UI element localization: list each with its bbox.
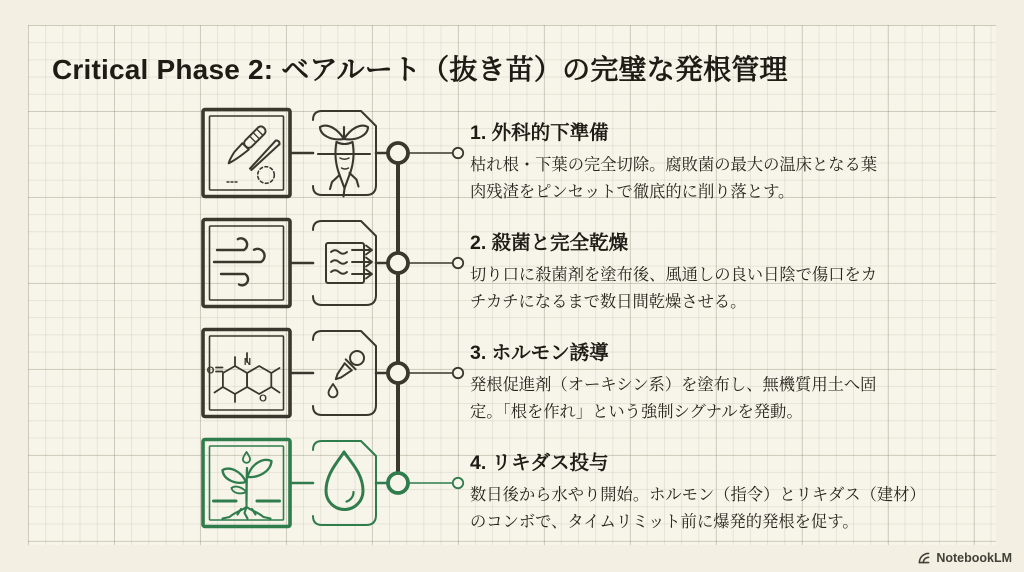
step-1-icon-box-inner-border (210, 116, 284, 190)
step-2-end-dot (453, 258, 463, 268)
molecule-label-o-left: O (206, 365, 215, 377)
bareroot-carrot-icon (318, 126, 370, 197)
dropper-icon (329, 348, 367, 397)
drying-vent-icon (326, 243, 372, 283)
step-3-bracket-frame (313, 331, 376, 415)
step-4-heading: 4. リキダス投与 (470, 452, 609, 474)
step-1-body-line-2: 肉残渣をピンセットで徹底的に削り落とす。 (470, 182, 795, 201)
step-3-heading: 3. ホルモン誘導 (470, 342, 609, 364)
water-drop-icon (326, 452, 363, 510)
molecule-label-n: N (243, 357, 252, 368)
step-2-heading: 2. 殺菌と完全乾燥 (470, 232, 629, 254)
step-3-text-block (470, 337, 960, 425)
step-2-timeline-node (388, 253, 408, 273)
molecule-label-o-bottom: O (259, 393, 267, 405)
step-3-timeline-node (388, 363, 408, 383)
notebooklm-logo-icon (917, 551, 931, 565)
step-4-body-line-2: のコンボで、タイムリミット前に爆発的発根を促す。 (470, 512, 859, 531)
step-2-body-line-2: チカチになるまで数日間乾燥させる。 (470, 292, 747, 311)
step-1-end-dot (453, 148, 463, 158)
scalpel-tweezers-icon (226, 125, 281, 184)
molecule-icon (207, 353, 280, 405)
notebooklm-branding (917, 551, 1012, 565)
step-4-timeline-node (388, 473, 408, 493)
step-1-heading: 1. 外科的下準備 (470, 122, 609, 144)
step-4-text-block (470, 447, 960, 535)
step-4-end-dot (453, 478, 463, 488)
sprout-roots-icon (214, 452, 280, 519)
wind-icon (214, 238, 265, 285)
step-3-body-line-1: 発根促進剤（オーキシン系）を塗布し、無機質用土へ固 (470, 376, 877, 394)
step-3-body-line-2: 定。「根を作れ」という強制シグナルを発動。 (470, 402, 803, 421)
step-1-icon-box (203, 110, 290, 197)
notebooklm-logo-text: NotebookLM (936, 551, 1012, 565)
step-4-body-line-1: 数日後から水やり開始。ホルモン（指令）とリキダス（建材） (470, 486, 926, 504)
step-2-text-block (470, 227, 960, 315)
page-title: Critical Phase 2: ベアルート（抜き苗）の完璧な発根管理 (52, 54, 788, 85)
step-1-timeline-node (388, 143, 408, 163)
step-3-end-dot (453, 368, 463, 378)
step-1-body-line-1: 枯れ根・下葉の完全切除。腐敗菌の最大の温床となる葉 (470, 156, 878, 174)
step-1-text-block (470, 117, 960, 205)
step-2-body-line-1: 切り口に殺菌剤を塗布後、風通しの良い日陰で傷口をカ (470, 266, 878, 284)
